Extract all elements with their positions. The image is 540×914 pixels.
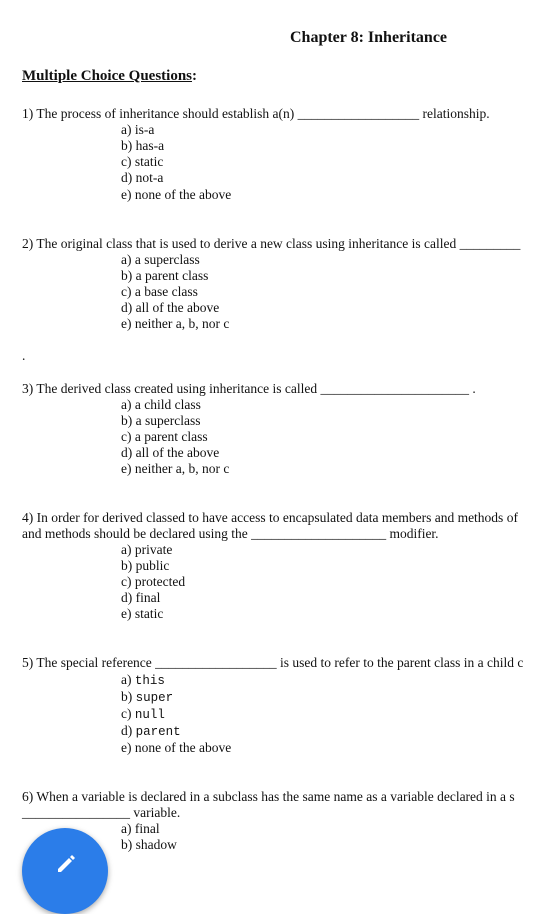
stray-mark: .	[22, 348, 26, 363]
option-prefix: b)	[121, 689, 136, 704]
question-5-option-c	[121, 706, 165, 723]
question-4-option-d: d) final	[121, 590, 161, 605]
option-code: parent	[135, 725, 181, 739]
option-code: super	[135, 691, 174, 705]
question-1-option-b: b) has-a	[121, 138, 165, 153]
question-3-option-c: c) a parent class	[121, 429, 208, 444]
edit-fab-button[interactable]	[22, 828, 108, 914]
question-6-option-b: b) shadow	[121, 837, 177, 852]
question-6-text-line-1: 6) When a variable is declared in a subclass has the same name as a variable declared in a s	[22, 789, 515, 804]
option-code: null	[134, 708, 165, 722]
question-2-text: 2) The original class that is used to derive a new class using inheritance is called _________	[22, 236, 521, 251]
question-3-option-a: a) a child class	[121, 397, 201, 412]
option-prefix: a)	[121, 672, 135, 687]
question-4-option-b: b) public	[121, 558, 170, 573]
question-4-option-e: e) static	[121, 606, 164, 621]
section-heading-colon: :	[192, 68, 198, 84]
question-5-option-e	[121, 740, 231, 756]
question-1-option-e: e) none of the above	[121, 187, 232, 202]
question-3-option-b: b) a superclass	[121, 413, 201, 428]
question-2-option-d: d) all of the above	[121, 300, 220, 315]
pencil-icon	[55, 852, 77, 874]
section-heading	[22, 68, 197, 84]
question-1-option-a: a) is-a	[121, 122, 155, 137]
option-code: this	[134, 674, 165, 688]
question-2-option-e: e) neither a, b, nor c	[121, 316, 230, 331]
option-prefix: e)	[121, 740, 135, 755]
question-6-text-line-2: ________________ variable.	[22, 805, 181, 820]
question-3-option-d: d) all of the above	[121, 445, 220, 460]
question-3-text: 3) The derived class created using inheritance is called ______________________ .	[22, 381, 476, 396]
question-5-text: 5) The special reference __________________ is used to refer to the parent class in a child c	[22, 655, 524, 670]
section-heading-text: Multiple Choice Questions	[22, 68, 193, 84]
option-prefix: c)	[121, 706, 135, 721]
question-2-option-a: a) a superclass	[121, 252, 200, 267]
question-5-option-b	[121, 689, 173, 706]
question-1-text: 1) The process of inheritance should establish a(n) __________________ relationship.	[22, 106, 490, 121]
option-prefix: d)	[121, 723, 136, 738]
page-title: Chapter 8: Inheritance	[290, 29, 448, 46]
question-1-option-d: d) not-a	[121, 170, 164, 185]
question-4-option-c: c) protected	[121, 574, 186, 589]
question-4-option-a: a) private	[121, 542, 173, 557]
question-5-option-a	[121, 672, 165, 689]
question-4-text-line-2: and methods should be declared using the ____________________ modifier.	[22, 526, 439, 541]
question-3-option-e: e) neither a, b, nor c	[121, 461, 230, 476]
question-2-option-c: c) a base class	[121, 284, 198, 299]
option-text: none of the above	[134, 740, 232, 755]
question-1-option-c: c) static	[121, 154, 164, 169]
question-5-option-d	[121, 723, 181, 740]
question-6-option-a: a) final	[121, 821, 160, 836]
question-2-option-b: b) a parent class	[121, 268, 209, 283]
question-4-text-line-1: 4) In order for derived classed to have access to encapsulated data members and methods of	[22, 510, 518, 525]
